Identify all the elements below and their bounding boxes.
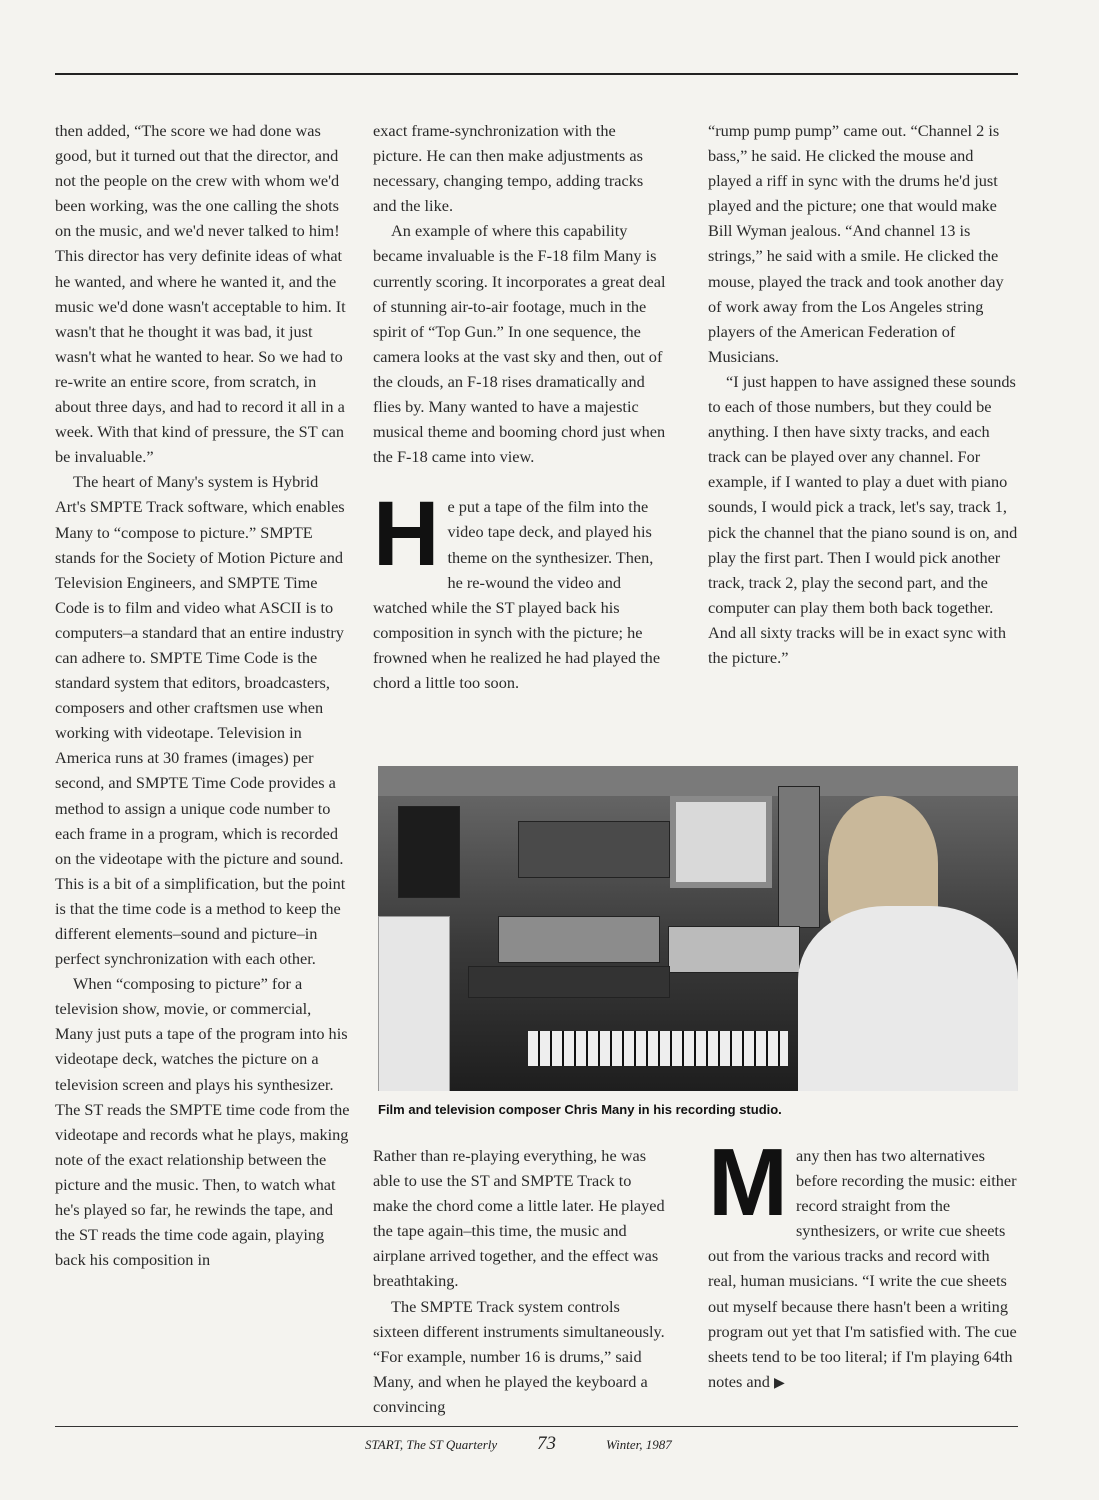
page-footer [365,1433,705,1457]
drop-cap: M [708,1129,788,1236]
paragraph: “I just happen to have assigned these sounds to each of those numbers, but they could be anything. I then have sixty tracks, and each track can be played over any channel. For example, if I wanted to play a duet with piano sounds, I would pick a track, let's say, track 1, pick the channel that the piano sound is on, and play the first part. Then I would pick another track, track 2, play the second part, and the computer can play them both back together. And all sixty tracks will be in exact sync with the picture.” [708,371,1018,667]
paragraph: e put a tape of the film into the video tape deck, and played his theme on the synthesizer. Then, he re-wound the video and watched while the ST played back his composition in synch with the picture; he frowned when he realized he had played the chord a little too soon. [373,497,661,692]
column-1 [55,118,350,1272]
column-3 [708,118,1020,670]
paragraph: “rump pump pump” came out. “Channel 2 is bass,” he said. He clicked the mouse and played a riff in sync with the drums he'd just played and the picture; one that would make Bill Wyman jealous. “And channel 13 is strings,” he said with a smile. He clicked the mouse, played the track and took another day of work away from the Los Angeles string players of the American Federation of Musicians. [708,121,1004,366]
column-5 [708,1129,1020,1396]
paragraph: Rather than re-playing everything, he was able to use the ST and SMPTE Track to make the chord come a little later. He played the tape again–this time, the music and airplane arrived together, and the effect was breathtaking. [373,1146,665,1291]
top-rule [55,73,1018,75]
paragraph: exact frame-synchronization with the picture. He can then make adjustments as necessary, changing tempo, adding tracks and the like. [373,121,644,216]
drop-cap: H [373,483,440,586]
bottom-rule [55,1426,1018,1427]
photo-caption: Film and television composer Chris Many in his recording studio. [378,1102,782,1117]
publication-name: START, The ST Quarterly [365,1437,498,1452]
dropcap-paragraph [373,483,668,695]
paragraph: any then has two alternatives before recording the music: either record straight from the synthesizers, or write cue sheets out from the various tracks and record with real, human musicians. “I write the cue sheets out myself because there hasn't been a writing program out yet that I'm satisfied with. The cue sheets tend to be too literal; if I'm playing 64th notes and [708,1146,1017,1391]
paragraph: The SMPTE Track system controls sixteen different instruments simultaneously. “For example, number 16 is drums,” said Many, and when he played the keyboard a convincing [373,1296,665,1416]
studio-photo [378,766,1018,1091]
paragraph: The heart of Many's system is Hybrid Art's SMPTE Track software, which enables Many to “compose to picture.” SMPTE stands for the Society of Motion Picture and Television Engineers, and SMPTE Time Code is to film and video what ASCII is to computers–a standard that an entire industry can adhere to. SMPTE Time Code is the standard system that editors, broadcasters, composers and other craftsmen use when working with videotape. Television in America runs at 30 frames (images) per second, and SMPTE Time Code provides a method to assign a unique code number to each frame in a program, which is recorded on the videotape with the picture and sound. This is a bit of a simplification, but the point is that the time code is a method to keep the different elements–sound and picture–in perfect synchronization with each other. [55,472,346,969]
page-number: 73 [537,1433,556,1454]
continue-arrow-icon: ▶ [774,1375,785,1391]
issue-date: Winter, 1987 [606,1437,672,1452]
paragraph: An example of where this capability became invaluable is the F-18 film Many is currently scoring. It incorporates a great deal of stunning air-to-air footage, much in the spirit of “Top Gun.” In one sequence, the camera looks at the vast sky and then, out of the clouds, an F-18 rises dramatically and flies by. Many wanted to have a majestic musical theme and booming chord just when the F-18 came into view. [373,221,666,467]
paragraph: When “composing to picture” for a television show, movie, or commercial, Many just puts a tape of the program into his videotape deck, watches the picture on a television screen and plays his synthesizer. The ST reads the SMPTE time code from the videotape and records what he plays, making note of the exact relationship between the picture and the music. Then, to watch what he's played so far, he rewinds the tape, and the ST reads the time code again, playing back his composition in [55,974,350,1270]
column-2 [373,118,668,695]
dropcap-paragraph [708,1129,1020,1396]
column-4 [373,1143,668,1419]
paragraph: then added, “The score we had done was good, but it turned out that the director, and not the people on the crew with whom we'd been working, was the one calling the shots on the music, and we'd never talked to him! This director has very definite ideas of what he wanted, and where he wanted it, and the music we'd done wasn't acceptable to him. It wasn't that he thought it was bad, it just wasn't what he wanted to hear. So we had to re-write an entire score, from scratch, in about three days, and had to record it all in a week. With that kind of pressure, the ST can be invaluable.” [55,121,346,467]
